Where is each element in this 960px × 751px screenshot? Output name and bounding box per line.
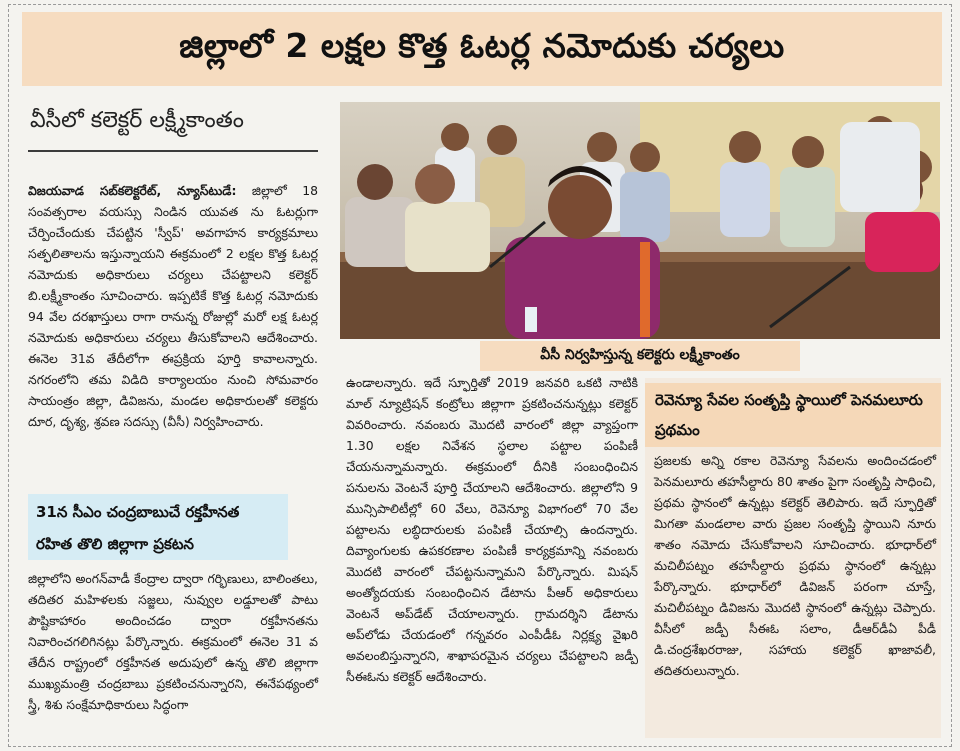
article-body-1b: జిల్లాలోని అంగన్‌వాడీ కేంద్రాల ద్వారా గర్భిణులు, బాలింతలు, తదితర మహిళలకు సజ్జలు, నువ్వుల లడ్డూలతో పాటు పౌష్టికాహారం అందించడం ద్వారా రక్తహీనతను నివారించగలిగినట్లు పేర్కొన్నారు. ఈక్రమంలో ఈనెల 31 వ తేదీన రాష్ట్రంలో రక్తహీనత అదుపులో ఉన్న తొలి జిల్లాగా ముఖ్యమంత్రి చంద్రబాబు ప్రకటించనున్నారని, ఈనేపథ్యంలో స్త్రీ, శిశు సంక్షేమాధికారులు సిద్ధంగా	[28, 571, 318, 712]
photo-caption: వీసీ నిర్వహిస్తున్న కలెక్టరు లక్ష్మీకాంతం	[480, 341, 800, 371]
article-column-1	[28, 180, 318, 432]
article-body-1: జిల్లాలో 18 సంవత్సరాల వయస్సు నిండిన యువత ను ఓటర్లుగా చేర్పించేందుకు చేపట్టిన 'స్వీప్' అవగాహన కార్యక్రమాలు సత్ఫలితాలను ఇస్తున్నాయని ఈక్రమంలో 2 లక్షల కొత్త ఓటర్ల నమోదుకు అధికారులు చర్యలు చేపట్టాలని కలెక్టర్ బి.లక్ష్మీకాంతం సూచించారు. ఇప్పటికే కొత్త ఓటర్ల నమోదుకు 94 వేల దరఖాస్తులు రాగా రానున్న రోజుల్లో మరో లక్ష ఓటర్ల నమోదుకు అధికారులు చర్యలు తీసుకోవాలని ఆదేశించారు. ఈనెల 31వ తేదీలోగా ఈప్రక్రియ పూర్తి కావాలన్నారు. నగరంలోని తమ విడిది కార్యాలయం నుంచి సోమవారం సాయంత్రం జిల్లా, డివిజను, మండల అధికారులతో కలెక్టరు దూర, దృశ్య, శ్రవణ సదస్సు (వీసీ) నిర్వహించారు.	[28, 183, 318, 429]
box-headline: 31న సీఎం చంద్రబాబుచే రక్తహీనత రహిత తొలి జిల్లాగా ప్రకటన	[28, 494, 288, 560]
dateline: విజయవాడ సబ్‌కలెక్టరేట్, న్యూస్‌టుడే:	[28, 183, 237, 198]
headline: జిల్లాలో 2 లక్షల కొత్త ఓటర్ల నమోదుకు చర్యలు	[22, 12, 942, 86]
meeting-photo-illustration	[340, 102, 940, 339]
article-body-2: ఉండాలన్నారు. ఇదే స్ఫూర్తితో 2019 జనవరి ఒకటి నాటికి మాల్ న్యూట్రిషన్ కంట్రోలు జిల్లాగా ప్రకటించనున్నట్లు కలెక్టర్ వివరించారు. నవంబరు మొదటి వారంలో జిల్లా వ్యాప్తంగా 1.30 లక్షల నివేశన స్థలాల పట్టాల పంపిణీ చేయనున్నామన్నారు. ఈక్రమంలో దీనికి సంబంధించిన పనులను వెంటనే పూర్తి చేయాలని ఆదేశించారు. జిల్లాలోని 9 మున్సిపాలిటీల్లో 60 వేలు, రెవెన్యూ విభాగంలో 70 వేల పట్టాలను లబ్ధిదారులకు పంపిణీ చేయాల్సి ఉందన్నారు. దివ్యాంగులకు ఉపకరణాల పంపిణీ కార్యక్రమాన్ని నవంబరు మొదటి వారంలో చేపట్టనున్నామని పేర్కొన్నారు. మిషన్ అంత్యోదయకు సంబంధించిన డేటాను పీఆర్ అధికారులు వెంటనే అప్‌డేట్ చేయాలన్నారు. గ్రామదర్శిని డేటాను అప్‌లోడు చేయడంలో గన్నవరం ఎంపీడీఓ నిర్లక్ష్య వైఖరి అవలంబిస్తున్నారని, శాఖాపరమైన చర్యలు చేపట్టాలని జడ్పీ సీఈఓను కలెక్టర్ ఆదేశించారు.	[346, 375, 638, 684]
news-photo	[340, 102, 940, 339]
subheadline: వీసీలో కలెక్టర్ లక్ష్మీకాంతం	[30, 108, 244, 133]
sidebar-headline: రెవెన్యూ సేవల సంతృప్తి స్థాయిలో పెనమలూరు ప్రథమం	[645, 383, 941, 447]
divider	[28, 150, 318, 152]
sidebar-body: ప్రజలకు అన్ని రకాల రెవెన్యూ సేవలను అందించడంలో పెనమలూరు తహసీల్దారు 80 శాతం పైగా సంతృప్తి సాధించి, ప్రథమ స్థానంలో ఉన్నట్లు కలెక్టర్ తెలిపారు. ఇదే స్ఫూర్తితో మిగతా మండలాల వారు ప్రజల సంతృప్తి స్థాయిని నూరు శాతం నమోదు చేసుకోవాలని సూచించారు. భూధార్‌లో మచిలీపట్నం తహసీల్దారు ప్రథమ స్థానంలో ఉన్నట్లు పేర్కొన్నారు. భూధార్‌లో డివిజన్ పరంగా చూస్తే, మచిలీపట్నం డివిజను మొదటి స్థానంలో ఉన్నట్లు చెప్పారు. వీసీలో జడ్పీ సీఈఓ సలాం, డీఆర్‌డీఏ పీడీ డి.చంద్రశేఖరరాజు, సహాయ కలెక్టర్ ఖాజావలీ, తదితరులున్నారు.	[654, 453, 936, 678]
